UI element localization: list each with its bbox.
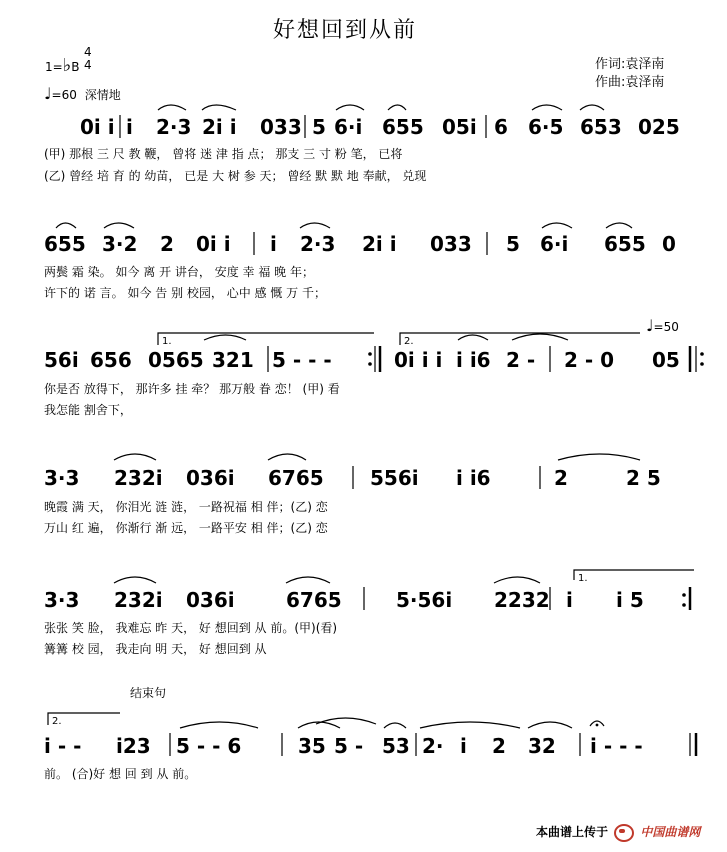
note-group: 2 - 0 [564, 348, 615, 372]
tempo-change [646, 316, 679, 335]
note-group: i i6 [456, 348, 491, 372]
lyricist-credit: 作词:袁泽南 [595, 57, 665, 72]
note-group: 5·56i [396, 588, 453, 612]
note-group: 0565 [148, 348, 204, 372]
note-group: 2 5 [626, 466, 661, 490]
note-group: 656 [90, 348, 132, 372]
note-group: 655 [604, 232, 646, 256]
note-group: 5 [312, 115, 326, 139]
note-group: 2i i [362, 232, 397, 256]
note-group: 6 [494, 115, 508, 139]
note-group: 6·5 [528, 115, 564, 139]
note-group: 5 - [334, 734, 364, 758]
time-top: 4 [84, 45, 92, 59]
lyric-line: 万山 红 遍， 你渐行 渐 远， 一路平安 相 伴；(乙) 恋 [44, 521, 328, 535]
note-group: 56i [44, 348, 79, 372]
note-group: 036i [186, 588, 235, 612]
note-group: 2· [422, 734, 444, 758]
lyric-line: 篝篝 校 园， 我走向 明 天， 好 想回到 从 [44, 642, 267, 656]
lyric-line: 晚霞 满 天， 你泪光 涟 涟， 一路祝福 相 伴；(乙) 恋 [44, 500, 328, 514]
note-group: i i6 [456, 466, 491, 490]
note-group: 53 [382, 734, 410, 758]
note-group: 321 [212, 348, 254, 372]
tempo-change-value: =50 [653, 320, 679, 334]
note-group: 033 [430, 232, 472, 256]
ending-label: 结束句 [130, 686, 167, 700]
volta-first-label-row5: 1. [578, 573, 588, 584]
note-group: i 5 [616, 588, 644, 612]
key-prefix: 1= [45, 60, 63, 74]
note-group: 05 [652, 348, 680, 372]
footer [536, 823, 700, 842]
note-group: 3·3 [44, 466, 80, 490]
note-group: 05i [442, 115, 477, 139]
note-group: 3·2 [102, 232, 138, 256]
page-title: 好想回到从前 [273, 18, 418, 43]
lyric-line: 前。 (合)好 想 回 到 从 前。 [44, 767, 197, 781]
note-group: 5 - - - [272, 348, 332, 372]
tempo-expression: 深情地 [84, 88, 121, 102]
note-group: 2 [554, 466, 568, 490]
note-group: 0i i [196, 232, 231, 256]
note-group: 32 [528, 734, 556, 758]
note-group: i [270, 232, 277, 256]
note-group: 3·3 [44, 588, 80, 612]
volta-second-label: 2. [404, 336, 414, 347]
note-group: 0 [662, 232, 676, 256]
note-group: 655 [44, 232, 86, 256]
tempo-value: =60 [51, 88, 77, 102]
note-group: i [460, 734, 467, 758]
key-note: B [71, 60, 80, 74]
lyric-line: (甲) 那根 三 尺 教 鞭， 曾将 迷 津 指 点； 那支 三 寸 粉 笔， 已将 [44, 147, 403, 161]
note-group: 2·3 [156, 115, 192, 139]
note-group: 556i [370, 466, 419, 490]
note-group: 2 - [506, 348, 536, 372]
lyric-line: 两鬓 霜 染。 如今 离 开 讲台， 安度 幸 福 晚 年； [44, 265, 314, 279]
flat-icon: ♭ [62, 55, 72, 76]
note-group: 232i [114, 466, 163, 490]
note-group: i - - - [590, 734, 643, 758]
note-group: 2 [492, 734, 506, 758]
note-group: 6·i [540, 232, 569, 256]
note-group: 2 [160, 232, 174, 256]
volta-first-label: 1. [162, 336, 172, 347]
note-group: 036i [186, 466, 235, 490]
volta-second-label-row6: 2. [52, 716, 62, 727]
note-group: i23 [116, 734, 151, 758]
note-group: 0i i [80, 115, 115, 139]
note-group: 2i i [202, 115, 237, 139]
lyric-line: (乙) 曾经 培 育 的 幼苗， 已是 大 树 参 天； 曾经 默 默 地 奉献， 兑现 [44, 169, 427, 183]
note-group: i - - [44, 734, 82, 758]
note-group: 232i [114, 588, 163, 612]
time-bottom: 4 [84, 58, 92, 72]
note-group: 2232 [494, 588, 550, 612]
footer-brand[interactable]: 中国曲谱网 [640, 825, 701, 839]
note-group: 033 [260, 115, 302, 139]
lyric-line: 许下的 诺 言。 如今 告 别 校园， 心中 感 慨 万 千； [44, 286, 326, 300]
quarter-note-icon: ♩ [44, 84, 52, 103]
note-group: 655 [382, 115, 424, 139]
note-group: 5 [506, 232, 520, 256]
note-group: 653 [580, 115, 622, 139]
composer-credit: 作曲:袁泽南 [595, 75, 665, 90]
note-group: 5 - - 6 [176, 734, 242, 758]
note-group: 025 [638, 115, 680, 139]
footer-text: 本曲谱上传于 [536, 825, 609, 839]
note-group: 2·3 [300, 232, 336, 256]
note-group: 6765 [268, 466, 324, 490]
note-group: 0i i i [394, 348, 443, 372]
note-group: i [566, 588, 573, 612]
note-group: 6·i [334, 115, 363, 139]
quarter-note-icon: ♩ [646, 316, 654, 335]
note-group: 35 [298, 734, 326, 758]
logo-icon [614, 824, 634, 842]
lyric-line: 我怎能 割舍下， [44, 403, 132, 417]
note-group: i [126, 115, 133, 139]
lyric-line: 你是否 放得下， 那许多 挂 牵？ 那万般 眷 恋！ (甲) 看 [44, 382, 340, 396]
note-group: 6765 [286, 588, 342, 612]
lyric-line: 张张 笑 脸， 我难忘 昨 天， 好 想回到 从 前。(甲)(看) [44, 621, 338, 635]
